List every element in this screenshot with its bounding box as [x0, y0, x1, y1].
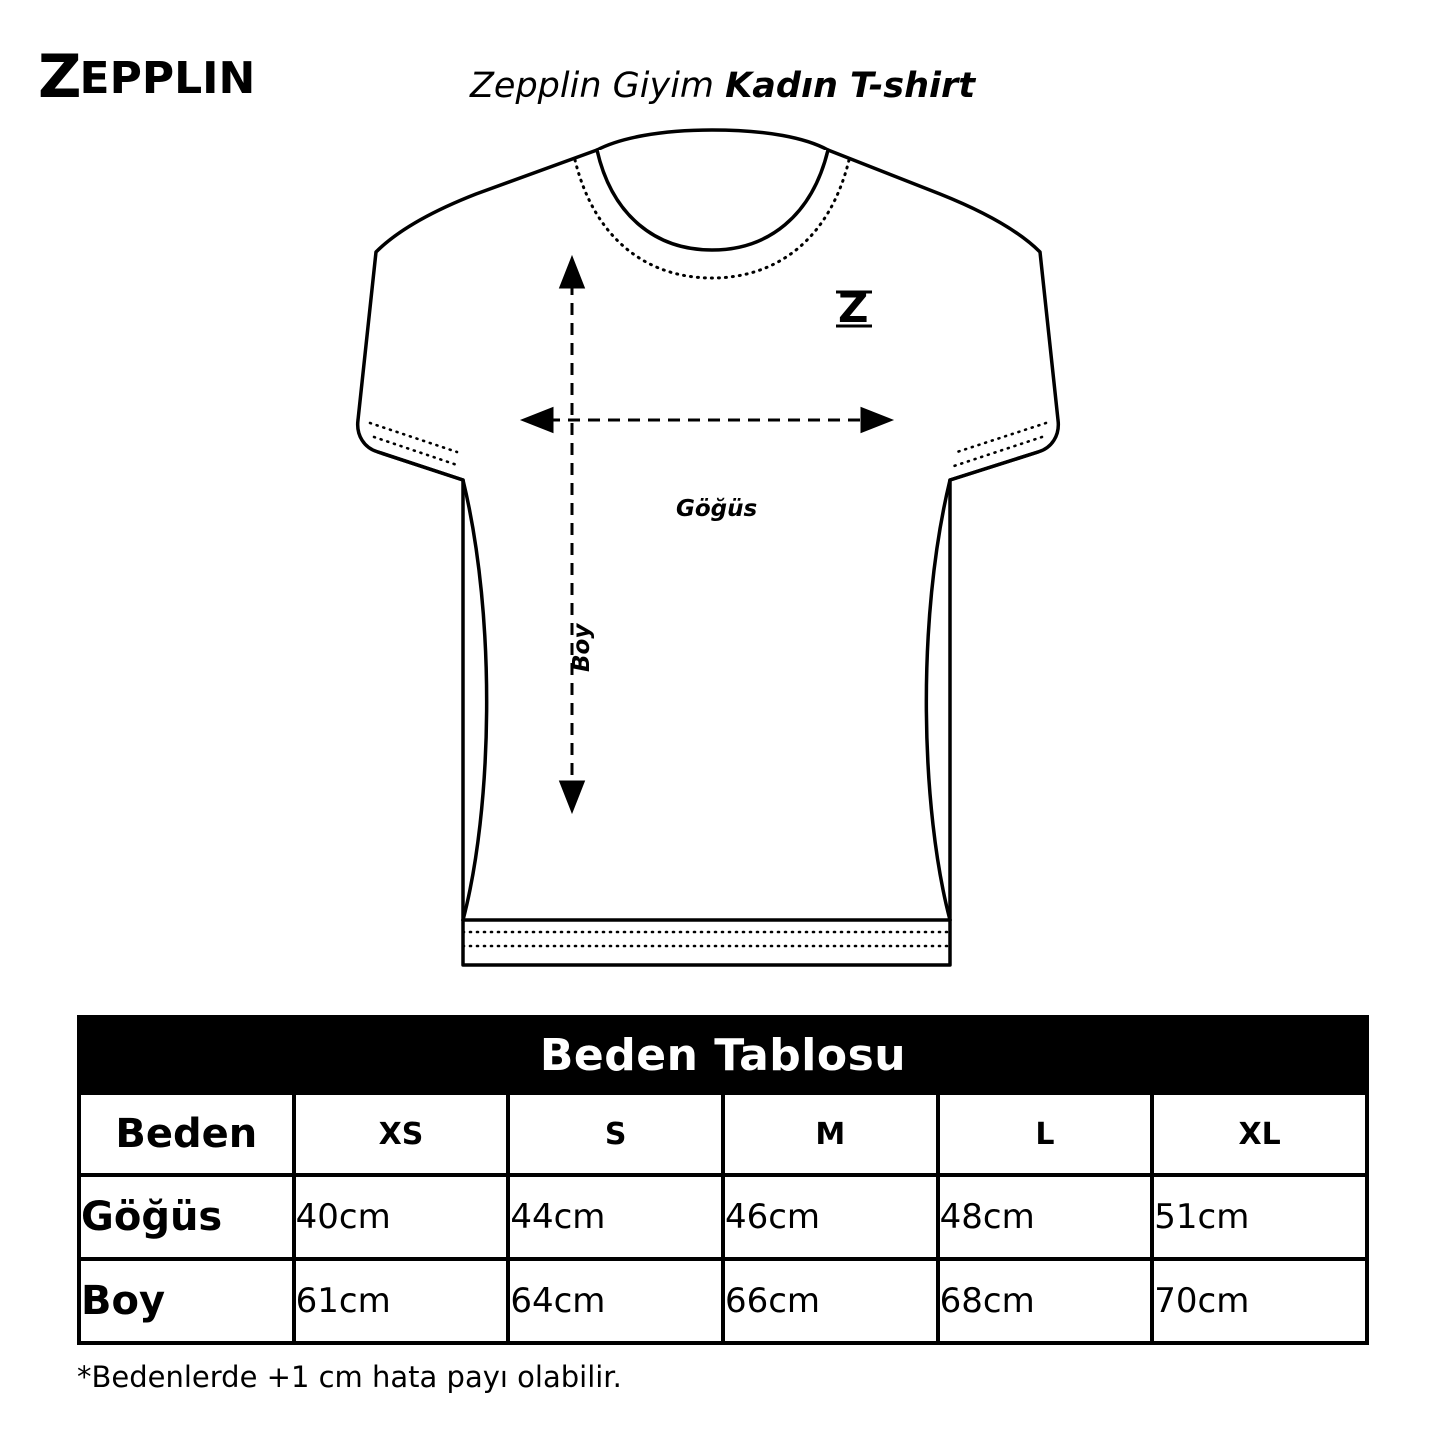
size-table-title: Beden Tablosu	[79, 1017, 1367, 1093]
cell-boy-xs: 61cm	[294, 1259, 509, 1343]
header	[0, 0, 1445, 135]
brand-logo-text: EPPLIN	[79, 53, 256, 104]
page-title-brand: Zepplin Giyim	[469, 66, 726, 106]
column-header-m: M	[723, 1093, 938, 1175]
brand-logo-z: Z	[38, 42, 80, 112]
cell-gogus-xl: 51cm	[1152, 1175, 1367, 1259]
column-header-xl: XL	[1152, 1093, 1367, 1175]
cell-gogus-xs: 40cm	[294, 1175, 509, 1259]
column-header-beden: Beden	[79, 1093, 294, 1175]
cell-boy-xl: 70cm	[1152, 1259, 1367, 1343]
size-table-wrapper	[77, 1015, 1369, 1345]
table-title-row	[79, 1017, 1367, 1093]
tshirt-drawing	[0, 120, 1445, 1000]
length-dimension-label: Boy	[569, 623, 595, 672]
page-title	[0, 66, 1445, 106]
table-row	[79, 1175, 1367, 1259]
cell-gogus-s: 44cm	[508, 1175, 723, 1259]
cell-gogus-l: 48cm	[938, 1175, 1153, 1259]
table-row	[79, 1259, 1367, 1343]
size-table	[77, 1015, 1369, 1345]
cell-boy-m: 66cm	[723, 1259, 938, 1343]
row-label-gogus: Göğüs	[79, 1175, 294, 1259]
column-header-xs: XS	[294, 1093, 509, 1175]
chest-logo-z	[836, 283, 872, 332]
tshirt-illustration	[0, 120, 1445, 1000]
size-table-footnote: *Bedenlerde +1 cm hata payı olabilir.	[77, 1360, 622, 1394]
cell-boy-s: 64cm	[508, 1259, 723, 1343]
table-header-row	[79, 1093, 1367, 1175]
svg-text:Z: Z	[838, 283, 869, 332]
chest-dimension-label: Göğüs	[676, 496, 758, 522]
column-header-l: L	[938, 1093, 1153, 1175]
row-label-boy: Boy	[79, 1259, 294, 1343]
cell-gogus-m: 46cm	[723, 1175, 938, 1259]
page-title-product: Kadın T-shirt	[725, 66, 976, 106]
column-header-s: S	[508, 1093, 723, 1175]
cell-boy-l: 68cm	[938, 1259, 1153, 1343]
